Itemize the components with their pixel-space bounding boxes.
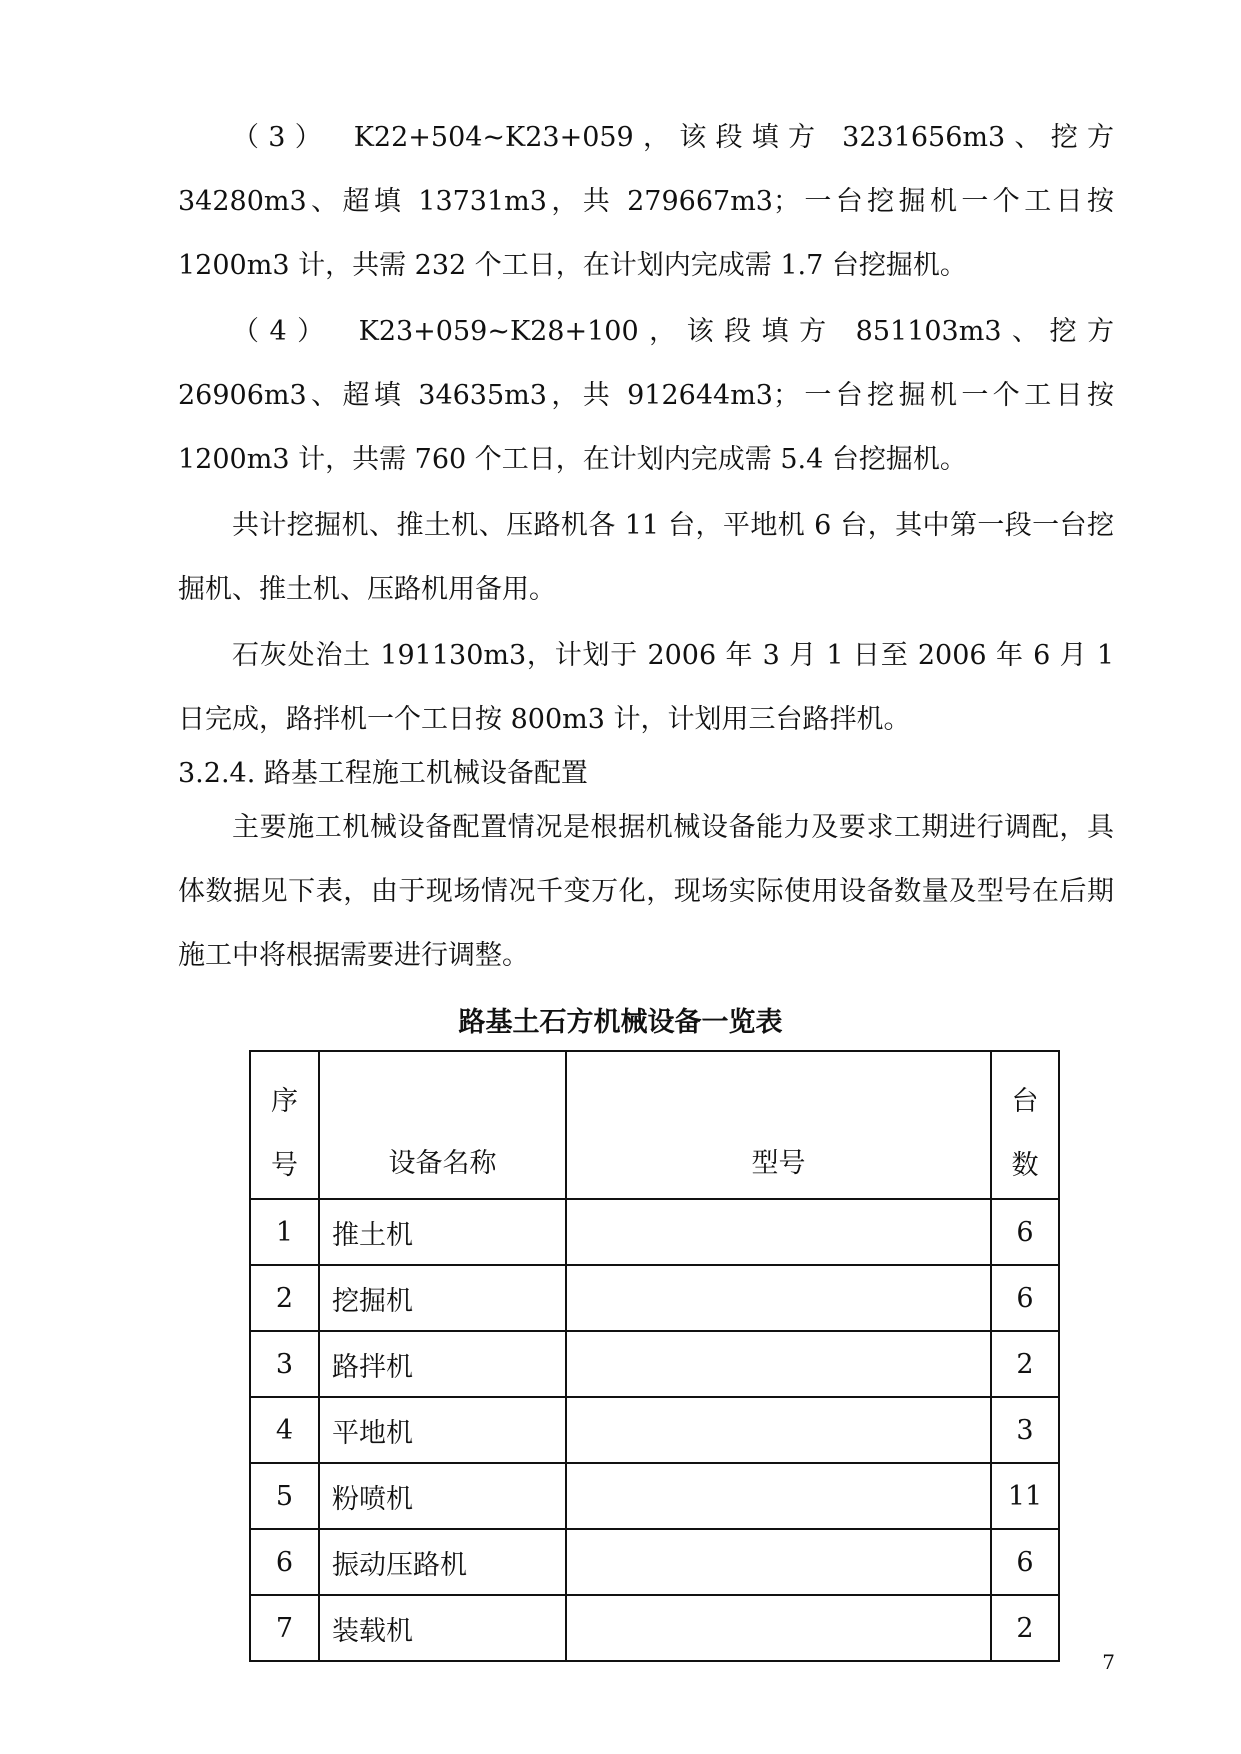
- header-no: [250, 1051, 319, 1199]
- cell-no: 4: [250, 1397, 319, 1463]
- cell-qty: 6: [991, 1265, 1059, 1331]
- cell-no: 5: [250, 1463, 319, 1529]
- cell-name: 挖掘机: [319, 1265, 566, 1331]
- paragraph-equipment-total: 共计挖掘机、推土机、压路机各 11 台，平地机 6 台，其中第一段一台挖掘机、推土机、压路机用备用。: [178, 510, 1114, 605]
- table-row: [250, 1595, 1059, 1661]
- cell-no: 1: [250, 1199, 319, 1265]
- cell-model: [566, 1265, 991, 1331]
- cell-name: 振动压路机: [319, 1529, 566, 1595]
- paragraph-section-4: （4） K23+059~K28+100，该段填方 851103m3、挖方 26906m3、超填 34635m3，共 912644m3；一台挖掘机一个工日按 1200m3 计，共需 760 个工日，在计划内完成需 5.4 台挖掘机。: [178, 316, 1114, 475]
- cell-no: 6: [250, 1529, 319, 1595]
- cell-qty: 6: [991, 1199, 1059, 1265]
- header-no-bottom: 号: [271, 1150, 298, 1181]
- cell-no: 7: [250, 1595, 319, 1661]
- cell-model: [566, 1595, 991, 1661]
- header-model: 型号: [566, 1051, 991, 1199]
- table-row: [250, 1265, 1059, 1331]
- header-qty: [991, 1051, 1059, 1199]
- header-qty-top: 台: [1011, 1086, 1039, 1117]
- header-name: 设备名称: [319, 1051, 566, 1199]
- page-number: 7: [1102, 1650, 1115, 1674]
- header-no-top: 序: [271, 1086, 298, 1117]
- cell-qty: 11: [991, 1463, 1059, 1529]
- table-row: [250, 1397, 1059, 1463]
- table-title: 路基土石方机械设备一览表: [458, 1007, 783, 1038]
- cell-model: [566, 1529, 991, 1595]
- equipment-table: [249, 1050, 1060, 1662]
- paragraph-section-3: （3） K22+504~K23+059，该段填方 3231656m3、挖方 34280m3、超填 13731m3，共 279667m3；一台挖掘机一个工日按 1200m3 计，共需 232 个工日，在计划内完成需 1.7 台挖掘机。: [178, 122, 1114, 281]
- cell-name: 装载机: [319, 1595, 566, 1661]
- cell-no: 3: [250, 1331, 319, 1397]
- cell-qty: 6: [991, 1529, 1059, 1595]
- table-row: [250, 1199, 1059, 1265]
- cell-model: [566, 1463, 991, 1529]
- cell-no: 2: [250, 1265, 319, 1331]
- section-heading: 3.2.4. 路基工程施工机械设备配置: [178, 758, 588, 789]
- cell-qty: 3: [991, 1397, 1059, 1463]
- cell-name: 平地机: [319, 1397, 566, 1463]
- table-row: [250, 1331, 1059, 1397]
- paragraph-lime-soil: 石灰处治土 191130m3，计划于 2006 年 3 月 1 日至 2006 年 6 月 1 日完成，路拌机一个工日按 800m3 计，计划用三台路拌机。: [178, 640, 1114, 735]
- cell-model: [566, 1331, 991, 1397]
- table-header-row: [250, 1051, 1059, 1199]
- header-qty-bottom: 数: [1011, 1150, 1039, 1181]
- cell-name: 推土机: [319, 1199, 566, 1265]
- cell-model: [566, 1397, 991, 1463]
- cell-model: [566, 1199, 991, 1265]
- cell-qty: 2: [991, 1331, 1059, 1397]
- cell-name: 路拌机: [319, 1331, 566, 1397]
- paragraph-equipment-config: 主要施工机械设备配置情况是根据机械设备能力及要求工期进行调配，具体数据见下表，由于现场情况千变万化，现场实际使用设备数量及型号在后期施工中将根据需要进行调整。: [178, 812, 1114, 971]
- cell-name: 粉喷机: [319, 1463, 566, 1529]
- cell-qty: 2: [991, 1595, 1059, 1661]
- table-row: [250, 1529, 1059, 1595]
- table-row: [250, 1463, 1059, 1529]
